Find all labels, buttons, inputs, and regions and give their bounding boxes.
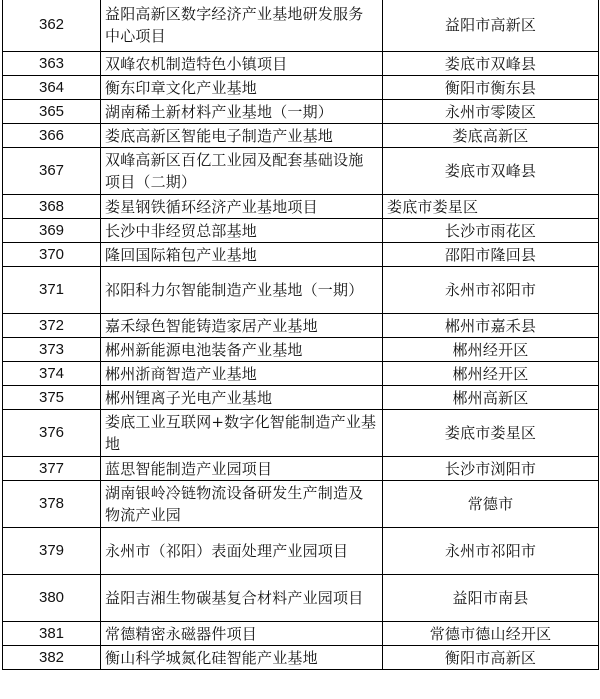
table-row [3, 195, 599, 219]
project-name-cell: 衡山科学城氮化硅智能产业基地 [101, 646, 383, 670]
project-location-cell: 长沙市浏阳市 [383, 457, 599, 481]
row-number-cell: 375 [3, 386, 101, 410]
table-row [3, 338, 599, 362]
project-location-cell: 永州市祁阳市 [383, 267, 599, 314]
row-number-cell: 376 [3, 410, 101, 457]
project-name-cell: 娄星钢铁循环经济产业基地项目 [101, 195, 383, 219]
table-row [3, 0, 599, 52]
row-number-cell: 365 [3, 100, 101, 124]
project-location-cell: 永州市零陵区 [383, 100, 599, 124]
table-row [3, 386, 599, 410]
project-name-cell: 蓝思智能制造产业园项目 [101, 457, 383, 481]
project-location-cell: 益阳市高新区 [383, 0, 599, 52]
table-row [3, 100, 599, 124]
row-number-cell: 373 [3, 338, 101, 362]
row-number-cell: 377 [3, 457, 101, 481]
table-row [3, 646, 599, 670]
row-number-cell: 378 [3, 481, 101, 528]
row-number-cell: 364 [3, 76, 101, 100]
project-location-cell: 益阳市南县 [383, 575, 599, 622]
project-name-cell: 祁阳科力尔智能制造产业基地（一期） [101, 267, 383, 314]
project-name-cell: 益阳吉湘生物碳基复合材料产业园项目 [101, 575, 383, 622]
project-name-cell: 娄底高新区智能电子制造产业基地 [101, 124, 383, 148]
row-number-cell: 362 [3, 0, 101, 52]
project-name-cell: 湖南稀土新材料产业基地（一期） [101, 100, 383, 124]
project-location-cell: 郴州高新区 [383, 386, 599, 410]
project-table-body [3, 0, 599, 670]
table-row [3, 575, 599, 622]
row-number-cell: 363 [3, 52, 101, 76]
project-location-cell: 娄底市娄星区 [383, 195, 599, 219]
project-location-cell: 衡阳市衡东县 [383, 76, 599, 100]
table-row [3, 314, 599, 338]
project-name-cell: 郴州锂离子光电产业基地 [101, 386, 383, 410]
row-number-cell: 368 [3, 195, 101, 219]
project-name-cell: 衡东印章文化产业基地 [101, 76, 383, 100]
project-name-cell: 娄底工业互联网+数字化智能制造产业基地 [101, 410, 383, 457]
project-location-cell: 常德市 [383, 481, 599, 528]
table-row [3, 481, 599, 528]
project-name-cell: 湖南银岭冷链物流设备研发生产制造及物流产业园 [101, 481, 383, 528]
row-number-cell: 381 [3, 622, 101, 646]
table-row [3, 243, 599, 267]
row-number-cell: 367 [3, 148, 101, 195]
row-number-cell: 370 [3, 243, 101, 267]
project-name-cell: 双峰农机制造特色小镇项目 [101, 52, 383, 76]
project-location-cell: 郴州经开区 [383, 338, 599, 362]
row-number-cell: 379 [3, 528, 101, 575]
table-row [3, 622, 599, 646]
project-location-cell: 郴州市嘉禾县 [383, 314, 599, 338]
table-row [3, 410, 599, 457]
project-name-cell: 永州市（祁阳）表面处理产业园项目 [101, 528, 383, 575]
project-name-cell: 益阳高新区数字经济产业基地研发服务中心项目 [101, 0, 383, 52]
project-name-cell: 常德精密永磁器件项目 [101, 622, 383, 646]
project-location-cell: 郴州经开区 [383, 362, 599, 386]
project-name-cell: 长沙中非经贸总部基地 [101, 219, 383, 243]
project-name-cell: 嘉禾绿色智能铸造家居产业基地 [101, 314, 383, 338]
row-number-cell: 380 [3, 575, 101, 622]
project-name-cell: 郴州浙商智造产业基地 [101, 362, 383, 386]
table-row [3, 76, 599, 100]
project-location-cell: 长沙市雨花区 [383, 219, 599, 243]
row-number-cell: 382 [3, 646, 101, 670]
project-location-cell: 娄底市双峰县 [383, 52, 599, 76]
project-location-cell: 永州市祁阳市 [383, 528, 599, 575]
project-table [2, 0, 599, 670]
project-name-cell: 双峰高新区百亿工业园及配套基础设施项目（二期） [101, 148, 383, 195]
project-location-cell: 娄底市娄星区 [383, 410, 599, 457]
row-number-cell: 371 [3, 267, 101, 314]
table-row [3, 362, 599, 386]
project-location-cell: 娄底市双峰县 [383, 148, 599, 195]
row-number-cell: 374 [3, 362, 101, 386]
project-location-cell: 常德市德山经开区 [383, 622, 599, 646]
table-row [3, 52, 599, 76]
row-number-cell: 369 [3, 219, 101, 243]
project-location-cell: 衡阳市高新区 [383, 646, 599, 670]
project-name-cell: 隆回国际箱包产业基地 [101, 243, 383, 267]
project-location-cell: 娄底高新区 [383, 124, 599, 148]
row-number-cell: 372 [3, 314, 101, 338]
table-row [3, 124, 599, 148]
table-row [3, 457, 599, 481]
table-row [3, 219, 599, 243]
table-row [3, 267, 599, 314]
table-row [3, 148, 599, 195]
table-row [3, 528, 599, 575]
project-location-cell: 邵阳市隆回县 [383, 243, 599, 267]
project-name-cell: 郴州新能源电池装备产业基地 [101, 338, 383, 362]
row-number-cell: 366 [3, 124, 101, 148]
